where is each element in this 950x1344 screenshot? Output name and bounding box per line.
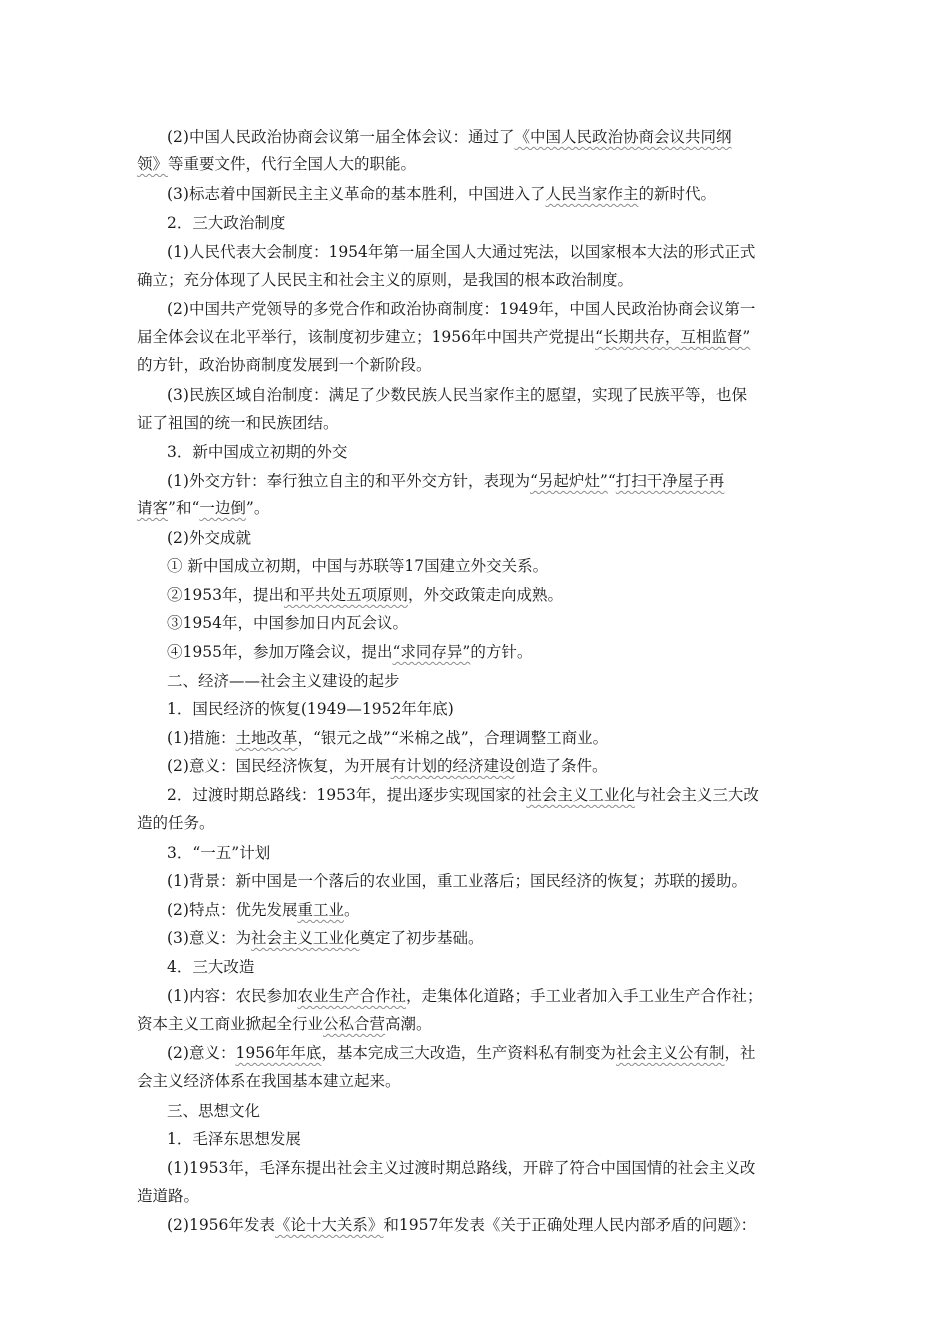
- text-line: (2)中国共产党领导的多党合作和政治协商制度：1949年，中国人民政治协商会议第一: [167, 300, 756, 318]
- text-line: 的方针，政治协商制度发展到一个新阶段。: [137, 356, 432, 374]
- text-line: 证了祖国的统一和民族团结。: [137, 414, 339, 432]
- text-line: ④1955年，参加万隆会议，提出“求同存异”的方针。: [167, 643, 533, 661]
- text-line: 领》等重要文件，代行全国人大的职能。: [137, 155, 417, 173]
- text-line: (3)标志着中国新民主主义革命的基本胜利，中国进入了人民当家作主的新时代。: [167, 185, 716, 203]
- section-heading: 二、经济——社会主义建设的起步: [167, 672, 400, 690]
- section-heading: 3．新中国成立初期的外交: [167, 443, 348, 461]
- text-line: (2)中国人民政治协商会议第一届全体会议：通过了《中国人民政治协商会议共同纲: [167, 128, 732, 146]
- text-line: (2)特点：优先发展重工业。: [167, 901, 360, 919]
- text-line: 造的任务。: [137, 814, 215, 832]
- text-line: 会主义经济体系在我国基本建立起来。: [137, 1072, 401, 1090]
- text-line: (3)民族区域自治制度：满足了少数民族人民当家作主的愿望，实现了民族平等，也保: [167, 386, 747, 404]
- text-line: 届全体会议在北平举行，该制度初步建立；1956年中国共产党提出“长期共存，互相监督”: [137, 328, 751, 346]
- text-line: (1)内容：农民参加农业生产合作社，走集体化道路；手工业者加入手工业生产合作社；: [167, 987, 763, 1005]
- text-line: (1)外交方针：奉行独立自主的和平外交方针，表现为“另起炉灶”“打扫干净屋子再: [167, 472, 725, 490]
- text-line: ②1953年，提出和平共处五项原则，外交政策走向成熟。: [167, 586, 563, 604]
- section-heading: 4．三大改造: [167, 958, 255, 976]
- section-heading: 3．“一五”计划: [167, 844, 271, 862]
- text-line: (2)意义：1956年年底，基本完成三大改造，生产资料私有制变为社会主义公有制，社: [167, 1044, 756, 1062]
- text-line: ③1954年，中国参加日内瓦会议。: [167, 614, 408, 632]
- text-line: (1)1953年，毛泽东提出社会主义过渡时期总路线，开辟了符合中国国情的社会主义改: [167, 1159, 756, 1177]
- section-heading: 2．三大政治制度: [167, 214, 286, 232]
- text-line: (3)意义：为社会主义工业化奠定了初步基础。: [167, 929, 484, 947]
- text-line: (2)外交成就: [167, 529, 251, 547]
- text-line: (2)意义：国民经济恢复，为开展有计划的经济建设创造了条件。: [167, 757, 608, 775]
- section-heading: 三、思想文化: [167, 1102, 261, 1120]
- text-line: (1)措施：土地改革，“银元之战”“米棉之战”，合理调整工商业。: [167, 729, 609, 747]
- text-line: 造道路。: [137, 1187, 200, 1205]
- section-heading: 1．毛泽东思想发展: [167, 1130, 301, 1148]
- text-line: 确立；充分体现了人民民主和社会主义的原则，是我国的根本政治制度。: [137, 271, 634, 289]
- text-line: 请客”和“一边倒”。: [137, 499, 270, 517]
- text-line: (1)人民代表大会制度：1954年第一届全国人大通过宪法，以国家根本大法的形式正式: [167, 243, 756, 261]
- text-line: 资本主义工商业掀起全行业公私合营高潮。: [137, 1015, 432, 1033]
- text-line: ① 新中国成立初期，中国与苏联等17国建立外交关系。: [167, 557, 549, 575]
- text-line: 2．过渡时期总路线：1953年，提出逐步实现国家的社会主义工业化与社会主义三大改: [167, 786, 759, 804]
- text-line: (1)背景：新中国是一个落后的农业国，重工业落后；国民经济的恢复；苏联的援助。: [167, 872, 747, 890]
- section-heading: 1．国民经济的恢复(1949—1952年年底): [167, 700, 454, 718]
- text-line: (2)1956年发表《论十大关系》和1957年发表《关于正确处理人民内部矛盾的问题》：: [167, 1216, 757, 1234]
